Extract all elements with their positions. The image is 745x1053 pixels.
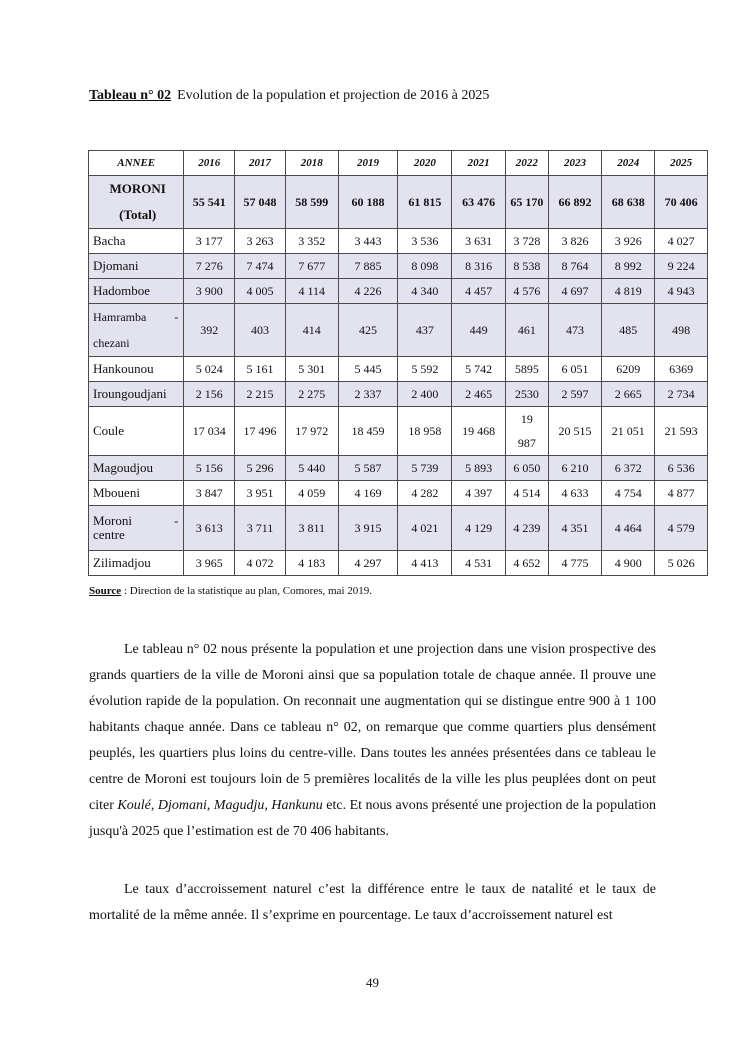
table-row	[89, 382, 708, 407]
value-cell: 6209	[602, 357, 655, 382]
total-value-cell: 63 476	[452, 176, 506, 229]
value-cell: 5 893	[452, 456, 506, 481]
value-cell: 4 114	[285, 279, 338, 304]
table-caption-label: Tableau n° 02	[89, 88, 172, 103]
value-cell: 4 531	[452, 551, 506, 576]
value-cell: 3 613	[184, 506, 235, 551]
value-cell: 17 972	[285, 407, 338, 456]
value-cell: 4 754	[602, 481, 655, 506]
value-cell: 6369	[655, 357, 708, 382]
district-name-line1: Moroni	[93, 513, 132, 528]
value-cell: 449	[452, 304, 506, 357]
value-cell: 4 900	[602, 551, 655, 576]
value-cell: 4 239	[506, 506, 549, 551]
value-cell: 17 034	[184, 407, 235, 456]
district-name-cell	[89, 304, 184, 357]
district-name-cell: Hankounou	[89, 357, 184, 382]
value-cell: 5 592	[398, 357, 452, 382]
value-cell: 5 587	[338, 456, 398, 481]
value-cell: 18 958	[398, 407, 452, 456]
value-cell: 21 051	[602, 407, 655, 456]
place-name: Magudju, Hankunu	[213, 798, 323, 813]
value-cell: 21 593	[655, 407, 708, 456]
value-cell: 5895	[506, 357, 549, 382]
table-row	[89, 357, 708, 382]
value-cell: 19 468	[452, 407, 506, 456]
value-cell-text: 19 987	[517, 412, 536, 450]
value-cell: 473	[548, 304, 602, 357]
value-cell: 4 397	[452, 481, 506, 506]
value-cell: 498	[655, 304, 708, 357]
value-cell: 5 445	[338, 357, 398, 382]
table-header-row	[89, 151, 708, 176]
value-cell: 2 275	[285, 382, 338, 407]
header-cell: 2023	[548, 151, 602, 176]
value-cell: 8 992	[602, 254, 655, 279]
value-cell: 6 051	[548, 357, 602, 382]
district-name-cell: Zilimadjou	[89, 551, 184, 576]
header-cell: 2025	[655, 151, 708, 176]
header-cell: 2024	[602, 151, 655, 176]
value-cell: 6 372	[602, 456, 655, 481]
district-name-cell: Mboueni	[89, 481, 184, 506]
district-name-cell: Hadomboe	[89, 279, 184, 304]
total-value-cell: 66 892	[548, 176, 602, 229]
value-cell: 8 538	[506, 254, 549, 279]
paragraph-1-text-a: Le tableau n° 02 nous présente la population et une projection dans une vision prospective des grands quartiers de la ville de Moroni ainsi que sa population totale de chaque année. Il prouve une évolution rapide de la population. On reconnait une augmentation qui se distingue entre 900 à 1 100 habitants chaque année. Dans ce tableau n° 02, on remarque que comme quartiers plus densément peuplés, les quartiers plus loins du centre-ville. Dans toutes les années présentées dans ce tableau le centre de Moroni est toujours loin de 5 premières localités de la ville les plus peuplées dont on peut citer	[89, 642, 656, 813]
table-row	[89, 279, 708, 304]
value-cell: 3 965	[184, 551, 235, 576]
value-cell: 5 440	[285, 456, 338, 481]
value-cell: 4 351	[548, 506, 602, 551]
value-cell: 3 352	[285, 229, 338, 254]
value-cell: 4 226	[338, 279, 398, 304]
separator: ,	[150, 798, 158, 813]
value-cell: 6 210	[548, 456, 602, 481]
value-cell: 3 263	[235, 229, 286, 254]
value-cell: 8 764	[548, 254, 602, 279]
header-cell: ANNEE	[89, 151, 184, 176]
value-cell: 4 297	[338, 551, 398, 576]
value-cell: 392	[184, 304, 235, 357]
total-value-cell: 60 188	[338, 176, 398, 229]
table-row	[89, 407, 708, 456]
table-caption	[89, 88, 489, 104]
value-cell: 3 631	[452, 229, 506, 254]
source-text: : Direction de la statistique au plan, Comores, mai 2019.	[121, 585, 372, 597]
value-cell: 5 156	[184, 456, 235, 481]
value-cell: 8 316	[452, 254, 506, 279]
place-name: Djomani	[157, 798, 207, 813]
total-value-cell: 68 638	[602, 176, 655, 229]
value-cell: 414	[285, 304, 338, 357]
paragraph-1-text-b: etc. Et nous avons présenté une projection de la population jusqu'à 2025 que l’estimation est de 70 406 habitants.	[89, 798, 657, 839]
district-name-dash: -	[174, 310, 179, 324]
value-cell: 4 072	[235, 551, 286, 576]
value-cell: 437	[398, 304, 452, 357]
value-cell: 4 775	[548, 551, 602, 576]
value-cell: 2530	[506, 382, 549, 407]
value-cell: 6 536	[655, 456, 708, 481]
separator: ,	[206, 798, 214, 813]
value-cell: 4 413	[398, 551, 452, 576]
value-cell: 425	[338, 304, 398, 357]
table-row-total	[89, 176, 708, 229]
value-cell: 4 027	[655, 229, 708, 254]
value-cell: 2 215	[235, 382, 286, 407]
value-cell: 3 951	[235, 481, 286, 506]
value-cell: 5 024	[184, 357, 235, 382]
page-number: 49	[366, 975, 379, 990]
total-value-cell: 57 048	[235, 176, 286, 229]
value-cell: 7 677	[285, 254, 338, 279]
value-cell: 2 156	[184, 382, 235, 407]
value-cell: 3 177	[184, 229, 235, 254]
table-row	[89, 481, 708, 506]
table-source	[89, 585, 372, 597]
value-cell: 4 633	[548, 481, 602, 506]
population-table	[88, 150, 708, 576]
value-cell: 2 597	[548, 382, 602, 407]
header-cell: 2020	[398, 151, 452, 176]
paragraph-1	[89, 637, 656, 845]
value-cell: 3 536	[398, 229, 452, 254]
value-cell: 4 183	[285, 551, 338, 576]
place-name: Koulé	[117, 798, 151, 813]
value-cell: 4 129	[452, 506, 506, 551]
total-value-cell: 58 599	[285, 176, 338, 229]
value-cell: 4 943	[655, 279, 708, 304]
paragraph-2-text: Le taux d’accroissement naturel c’est la différence entre le taux de natalité et le taux de mortalité de la même année. Il s’exprime en pourcentage. Le taux d’accroissement naturel est	[89, 882, 656, 923]
value-cell: 4 464	[602, 506, 655, 551]
district-name-cell: Bacha	[89, 229, 184, 254]
value-cell: 4 697	[548, 279, 602, 304]
value-cell: 2 337	[338, 382, 398, 407]
total-value-cell: 55 541	[184, 176, 235, 229]
header-cell: 2022	[506, 151, 549, 176]
district-name-line2: chezani	[93, 336, 130, 350]
district-name-dash: -	[174, 513, 179, 528]
value-cell: 5 026	[655, 551, 708, 576]
total-name-line2: (Total)	[119, 207, 157, 222]
value-cell: 3 728	[506, 229, 549, 254]
value-cell: 4 579	[655, 506, 708, 551]
value-cell: 3 900	[184, 279, 235, 304]
table-row	[89, 551, 708, 576]
value-cell: 4 576	[506, 279, 549, 304]
value-cell: 5 161	[235, 357, 286, 382]
district-name-line2: centre	[93, 527, 125, 542]
value-cell: 4 514	[506, 481, 549, 506]
total-value-cell: 70 406	[655, 176, 708, 229]
table-row	[89, 254, 708, 279]
header-cell: 2019	[338, 151, 398, 176]
table-row	[89, 304, 708, 357]
value-cell: 5 742	[452, 357, 506, 382]
value-cell: 2 734	[655, 382, 708, 407]
district-name-cell	[89, 506, 184, 551]
header-cell: 2018	[285, 151, 338, 176]
value-cell: 18 459	[338, 407, 398, 456]
value-cell: 8 098	[398, 254, 452, 279]
value-cell: 4 021	[398, 506, 452, 551]
header-cell: 2016	[184, 151, 235, 176]
total-name-cell	[89, 176, 184, 229]
value-cell: 4 169	[338, 481, 398, 506]
value-cell: 461	[506, 304, 549, 357]
value-cell: 4 877	[655, 481, 708, 506]
value-cell: 4 457	[452, 279, 506, 304]
table-row	[89, 456, 708, 481]
table-row	[89, 506, 708, 551]
value-cell: 485	[602, 304, 655, 357]
value-cell: 2 665	[602, 382, 655, 407]
value-cell: 3 915	[338, 506, 398, 551]
value-cell: 5 739	[398, 456, 452, 481]
paragraph-2	[89, 877, 656, 929]
table-row	[89, 229, 708, 254]
total-value-cell: 65 170	[506, 176, 549, 229]
value-cell: 5 296	[235, 456, 286, 481]
total-name-line1: MORONI	[109, 181, 166, 196]
value-cell: 7 885	[338, 254, 398, 279]
value-cell: 5 301	[285, 357, 338, 382]
total-value-cell: 61 815	[398, 176, 452, 229]
value-cell: 4 005	[235, 279, 286, 304]
district-name-cell: Iroungoudjani	[89, 382, 184, 407]
value-cell: 7 474	[235, 254, 286, 279]
value-cell: 3 443	[338, 229, 398, 254]
value-cell: 2 400	[398, 382, 452, 407]
value-cell: 4 819	[602, 279, 655, 304]
value-cell: 9 224	[655, 254, 708, 279]
value-cell: 20 515	[548, 407, 602, 456]
district-name-cell: Magoudjou	[89, 456, 184, 481]
header-cell: 2017	[235, 151, 286, 176]
district-name-line1: Hamramba	[93, 310, 147, 324]
value-cell: 4 282	[398, 481, 452, 506]
header-cell: 2021	[452, 151, 506, 176]
table-caption-text: Evolution de la population et projection de 2016 à 2025	[177, 88, 490, 103]
value-cell: 3 926	[602, 229, 655, 254]
value-cell: 403	[235, 304, 286, 357]
value-cell: 17 496	[235, 407, 286, 456]
value-cell: 6 050	[506, 456, 549, 481]
source-label: Source	[89, 585, 122, 597]
value-cell: 3 711	[235, 506, 286, 551]
district-name-cell: Coule	[89, 407, 184, 456]
value-cell: 3 847	[184, 481, 235, 506]
value-cell: 3 811	[285, 506, 338, 551]
value-cell: 4 059	[285, 481, 338, 506]
value-cell: 7 276	[184, 254, 235, 279]
value-cell: 3 826	[548, 229, 602, 254]
value-cell	[506, 407, 549, 456]
value-cell: 2 465	[452, 382, 506, 407]
value-cell: 4 340	[398, 279, 452, 304]
district-name-cell: Djomani	[89, 254, 184, 279]
value-cell: 4 652	[506, 551, 549, 576]
